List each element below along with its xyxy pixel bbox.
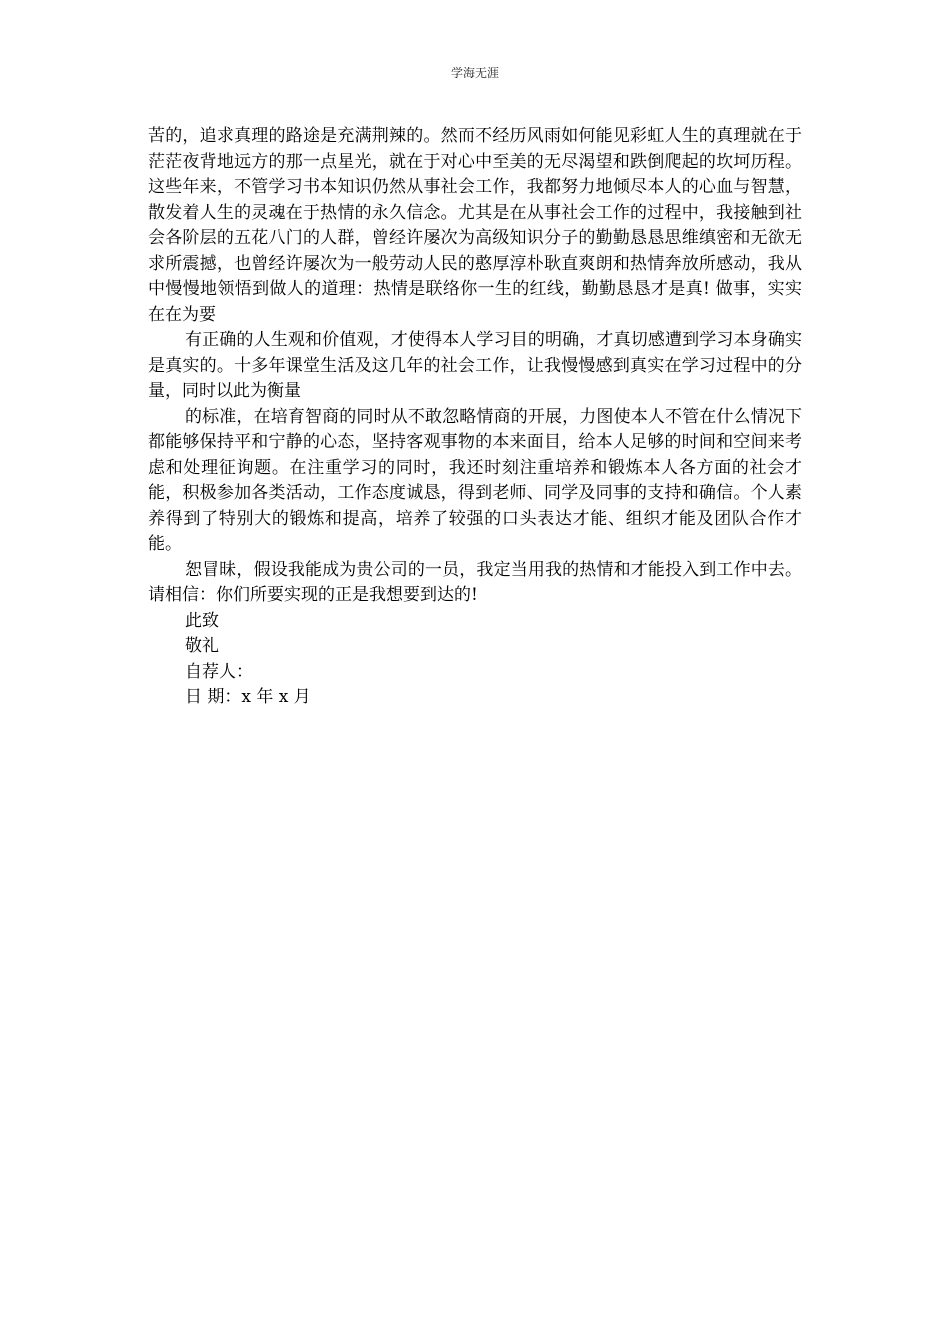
- body-paragraph-1: 苦的，追求真理的路途是充满荆辣的。然而不经历风雨如何能见彩虹人生的真理就在于茫茫夜背地远方的那一点星光，就在于对心中至美的无尽渴望和跌倒爬起的坎坷历程。这些年来，不管学习书本知识仍然从事社会工作，我都努力地倾尽本人的心血与智慧，散发着人生的灵魂在于热情的永久信念。尤其是在从事社会工作的过程中，我接触到社会各阶层的五花八门的人群，曾经许屡次为高级知识分子的勤勤恳恳思维缜密和无欲无求所震撼，也曾经许屡次为一般劳动人民的憨厚淳朴耿直爽朗和热情奔放所感动，我从中慢慢地领悟到做人的道理：热情是联络你一生的红线，勤勤恳恳才是真! 做事，实实在在为要: [148, 126, 802, 325]
- body-paragraph-4: 恕冒昧，假设我能成为贵公司的一员，我定当用我的热情和才能投入到工作中去。请相信：你们所要实现的正是我想要到达的!: [148, 559, 802, 605]
- closing-regards: 敬礼: [185, 636, 219, 656]
- body-paragraph-3: 的标准，在培育智商的同时从不敢忽略情商的开展，力图使本人不管在什么情况下都能够保持平和宁静的心态，坚持客观事物的本来面目，给本人足够的时间和空间来考虑和处理征询题。在注重学习的同时，我还时刻注重培养和锻炼本人各方面的社会才能，积极参加各类活动，工作态度诚恳，得到老师、同学及同事的支持和确信。个人素养得到了特别大的锻炼和提高，培养了较强的口头表达才能、组织才能及团队合作才能。: [148, 406, 802, 554]
- date-line: 日 期：x 年 x 月: [185, 687, 311, 707]
- body-paragraph-2: 有正确的人生观和价值观，才使得本人学习目的明确，才真切感遭到学习本身确实是真实的。十多年课堂生活及这几年的社会工作，让我慢慢感到真实在学习过程中的分量，同时以此为衡量: [148, 330, 802, 401]
- document-body: [148, 124, 802, 711]
- signature-line: 自荐人：: [185, 661, 253, 682]
- page-header: 学海无涯: [450, 66, 499, 80]
- closing-salutation: 此致: [185, 610, 219, 631]
